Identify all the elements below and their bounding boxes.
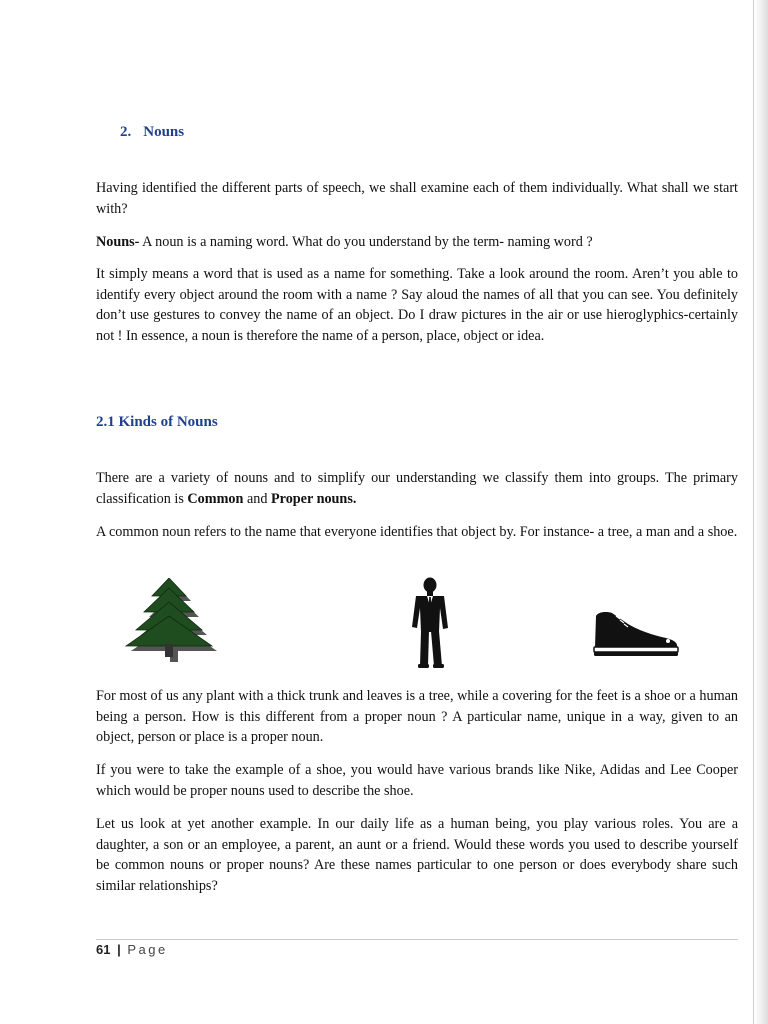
comparison-paragraph: For most of us any plant with a thick trunk and leaves is a tree, while a covering for the feet is a shoe or a human being a person. How is this different from a proper noun ? A particular name, unique in a way, given to an object, person or place is a proper noun.: [96, 688, 738, 745]
classification-paragraph: [96, 468, 738, 509]
page-edge-shadow: [753, 0, 768, 1024]
section-heading: [120, 124, 184, 141]
footer-divider: [96, 939, 738, 940]
common-noun-paragraph: A common noun refers to the name that everyone identifies that object by. For instance- a tree, a man and a shoe.: [96, 524, 738, 540]
classification-intro: There are a variety of nouns and to simplify our understanding we classify them into groups. The primary classification is: [96, 470, 738, 507]
definition-text: A noun is a naming word. What do you understand by the term- naming word ?: [139, 234, 593, 250]
subsection-heading: 2.1 Kinds of Nouns: [96, 414, 218, 430]
section-number: 2.: [120, 124, 132, 140]
man-in-suit-icon: [406, 576, 456, 670]
roles-example-paragraph: Let us look at yet another example. In our daily life as a human being, you play various roles. You are a daughter, a son or an employee, a parent, an aunt or a friend. Would these words you used to describe yourself be common nouns or proper nouns? Are these names particular to one person or does everybody share such similar relationships?: [96, 816, 738, 894]
and-text: and: [243, 490, 271, 507]
footer-separator: |: [117, 942, 121, 957]
tree-icon: [124, 578, 220, 666]
shoe-example-paragraph: If you were to take the example of a shoe, you would have various brands like Nike, Adidas and Lee Cooper which would be proper nouns used to describe the shoe.: [96, 762, 738, 799]
explanation-paragraph: It simply means a word that is used as a name for something. Take a look around the room. Aren’t you able to identify every object around the room with a name ? Say aloud the names of all that you can see. You definitely don’t use gestures to convey the name of an object. Do I draw pictures in the air or use hieroglyphics-certainly not ! In essence, a noun is therefore the name of a person, place, object or idea.: [96, 266, 738, 344]
common-label: Common: [187, 490, 244, 507]
page-word: Page: [127, 942, 168, 957]
intro-paragraph: Having identified the different parts of speech, we shall examine each of them individually. What shall we start with?: [96, 180, 738, 217]
definition-term: Nouns-: [96, 234, 140, 250]
definition-paragraph: [96, 232, 738, 253]
sneaker-icon: [592, 610, 680, 660]
proper-label: Proper: [270, 490, 314, 507]
section-title: Nouns: [143, 124, 185, 140]
noun-illustrations: [96, 570, 738, 680]
page-footer: [96, 942, 168, 957]
nouns-text: nouns.: [313, 490, 357, 507]
page-number: 61: [96, 942, 111, 957]
